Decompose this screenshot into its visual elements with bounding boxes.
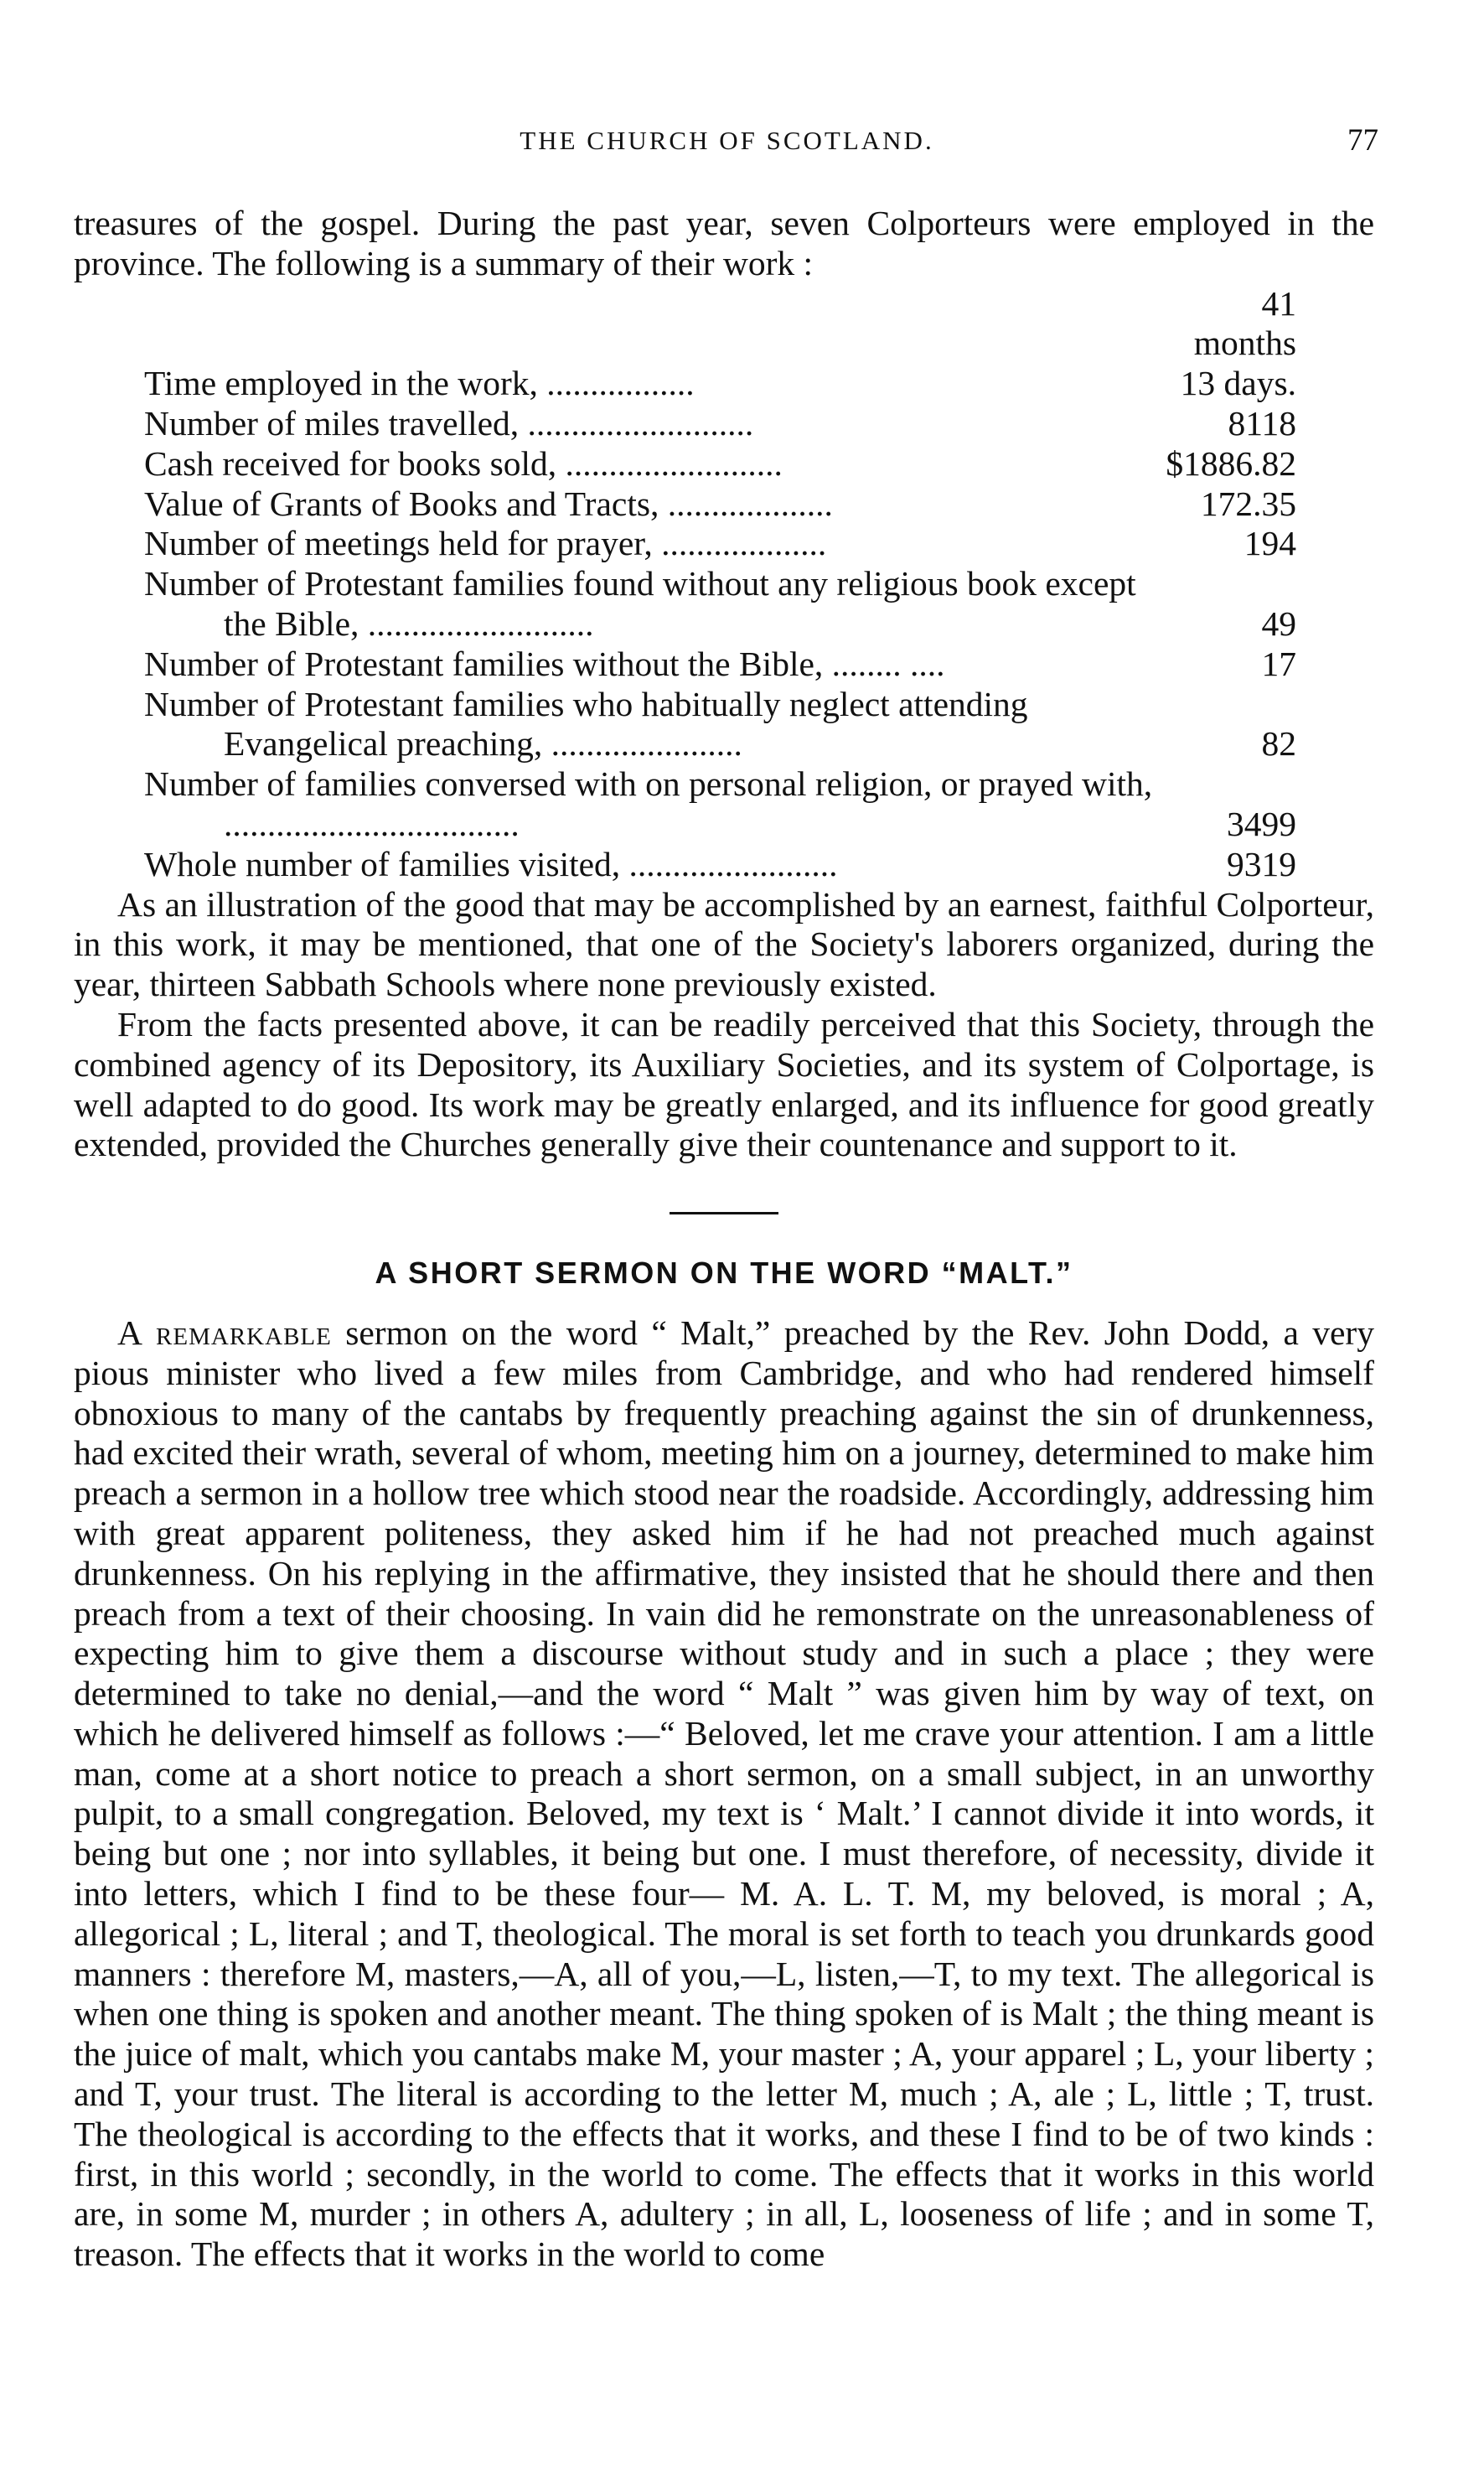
facts-paragraph: From the facts presented above, it can be readily perceived that this Society, through the combined agency of its Depository, its Auxiliary Societies, and its system of Colportage, is well adapted to do good. Its work may be greatly enlarged, and its influence for good greatly extended, provided the Churches generally give their countenance and support to it. [74,1004,1374,1164]
summary-row [144,764,1296,845]
summary-value: 3499 [1227,804,1296,843]
running-title: THE CHURCH OF SCOTLAND. [520,126,934,155]
summary-row [144,404,1296,444]
summary-row [144,685,1296,765]
summary-label: Value of Grants of Books and Tracts, ................... [144,484,833,523]
summary-label: Time employed in the work, ................. [144,364,695,403]
summary-row [144,564,1296,645]
summary-label: Whole number of families visited, ........................ [144,844,838,883]
summary-value: 49 [1261,603,1296,643]
page-header [75,123,1378,168]
summary-row [144,845,1296,885]
summary-label: Number of meetings held for prayer, ................... [144,524,827,563]
summary-label: Number of miles travelled, .......................... [144,403,754,443]
summary-value: 9319 [1227,844,1296,883]
sermon-text: sermon on the word “ Malt,” preached by the Rev. John Dodd, a very pious minister who lived a few miles from Cambridge, and who had rendered himself obnoxious to many of the cantabs by frequently preaching against the sin of drunkenness, had excited their wrath, several of whom, meeting him on a journey, determined to make him preach a sermon in a hollow tree which stood near the roadside. Accordingly, addressing him with great apparent politeness, they asked him if he had not preached much against drunkenness. On his replying in the affirmative, they insisted that he should there and then preach from a text of their choosing. In vain did he remonstrate on the unreasonableness of expecting him to give them a discourse without study and in such a place ; they were determined to take no denial,—and the word “ Malt ” was given him by way of text, on which he delivered himself as follows :—“ Beloved, let me crave your attention. I am a little man, come at a short notice to preach a short sermon, on a small subject, in an unworthy pulpit, to a small congregation. Beloved, my text is ‘ Malt.’ I cannot divide it into words, it being but one ; nor into syllables, it being but one. I must therefore, of necessity, divide it into letters, which I find to be these four— M. A. L. T. M, my beloved, is moral ; A, allegorical ; L, literal ; and T, theological. The moral is set forth to teach you drunkards good manners : therefore M, masters,—A, all of you,—L, listen,—T, to my text. The allegorical is when one thing is spoken and another meant. The thing spoken of is Malt ; the thing meant is the juice of malt, which you cantabs make M, your master ; A, your apparel ; L, your liberty ; and T, your trust. The literal is according to the letter M, much ; A, ale ; L, little ; T, trust. The theological is according to the effects that it works, and these I find to be of two kinds : first, in this world ; secondly, in the world to come. The effects that it works in this world are, in some M, murder ; in others A, adultery ; in all, L, looseness of life ; and in some T, treason. The effects that it works in the world to come [74,1313,1374,2274]
summary-row [144,484,1296,525]
summary-label: Number of Protestant families found without any religious book except the Bible, .......................... [144,564,1136,643]
summary-value: $1886.82 [1166,443,1296,483]
sermon-paragraph [74,1313,1374,2275]
intro-paragraph: treasures of the gospel. During the past year, seven Colporteurs were employed in the province. The following is a summary of their work : [74,204,1374,282]
summary-value: 172.35 [1200,484,1296,523]
summary-value: 8118 [1228,403,1296,443]
summary-value: 82 [1261,724,1296,764]
section-title: A SHORT SERMON ON THE WORD “MALT.” [375,1256,1073,1291]
summary-value: 41 months 13 days. [1180,283,1296,403]
illustration-paragraph: As an illustration of the good that may be accomplished by an earnest, faithful Colporteur, in this work, it may be mentioned, that one of the Society's laborers organized, during the year, thirteen Sabbath Schools where none previously existed. [74,884,1374,1004]
sermon-lead-words: A remarkable [117,1313,332,1352]
summary-value: 17 [1261,644,1296,683]
section-divider [670,1212,778,1214]
summary-label: Cash received for books sold, ......................... [144,443,783,483]
summary-label: Number of Protestant families without the Bible, ........ .... [144,644,945,683]
summary-row [144,524,1296,564]
summary-row [144,645,1296,685]
colporteur-summary-table [144,284,1296,885]
summary-row [144,284,1296,404]
summary-row [144,444,1296,484]
page-body [74,204,1374,2275]
summary-label: Number of families conversed with on personal religion, or prayed with, .................................. [144,764,1153,843]
page-number: 77 [1347,123,1378,158]
summary-value: 194 [1244,524,1296,563]
summary-label: Number of Protestant families who habitually neglect attending Evangelical preaching, ...................... [144,684,1028,764]
